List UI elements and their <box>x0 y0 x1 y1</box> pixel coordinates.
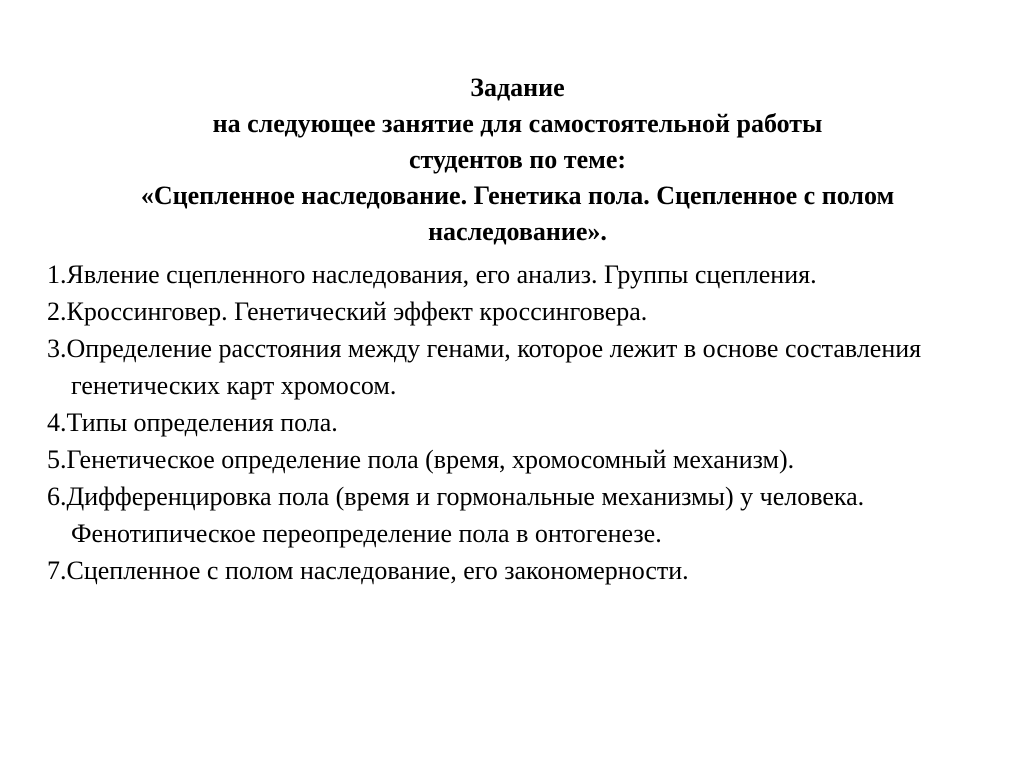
list-item-6: 6.Дифференцировка пола (время и гормональные механизмы) у человека. <box>47 482 865 511</box>
header-topic-end: наследование». <box>428 217 607 246</box>
list-item-6-continuation: Фенотипическое переопределение пола в онтогенезе. <box>71 519 662 548</box>
list-item-4: 4.Типы определения пола. <box>47 408 338 437</box>
question-list <box>47 256 987 589</box>
header-topic: «Сцепленное наследование. Генетика пола. Сцепленное с полом <box>140 181 895 210</box>
list-item-5: 5.Генетическое определение пола (время, хромосомный механизм). <box>47 445 795 474</box>
header-subtitle: на следующее занятие для самостоятельной работы <box>212 109 823 138</box>
assignment-header <box>40 70 995 250</box>
list-item-7: 7.Сцепленное с полом наследование, его закономерности. <box>47 556 689 585</box>
list-item-3: 3.Определение расстояния между генами, которое лежит в основе составления <box>47 334 922 363</box>
list-item-3-continuation: генетических карт хромосом. <box>71 371 397 400</box>
header-title: Задание <box>470 73 565 102</box>
header-audience: студентов по теме: <box>408 145 627 174</box>
list-item-1: 1.Явление сцепленного наследования, его анализ. Группы сцепления. <box>47 260 817 289</box>
list-item-2: 2.Кроссинговер. Генетический эффект кроссинговера. <box>47 297 648 326</box>
